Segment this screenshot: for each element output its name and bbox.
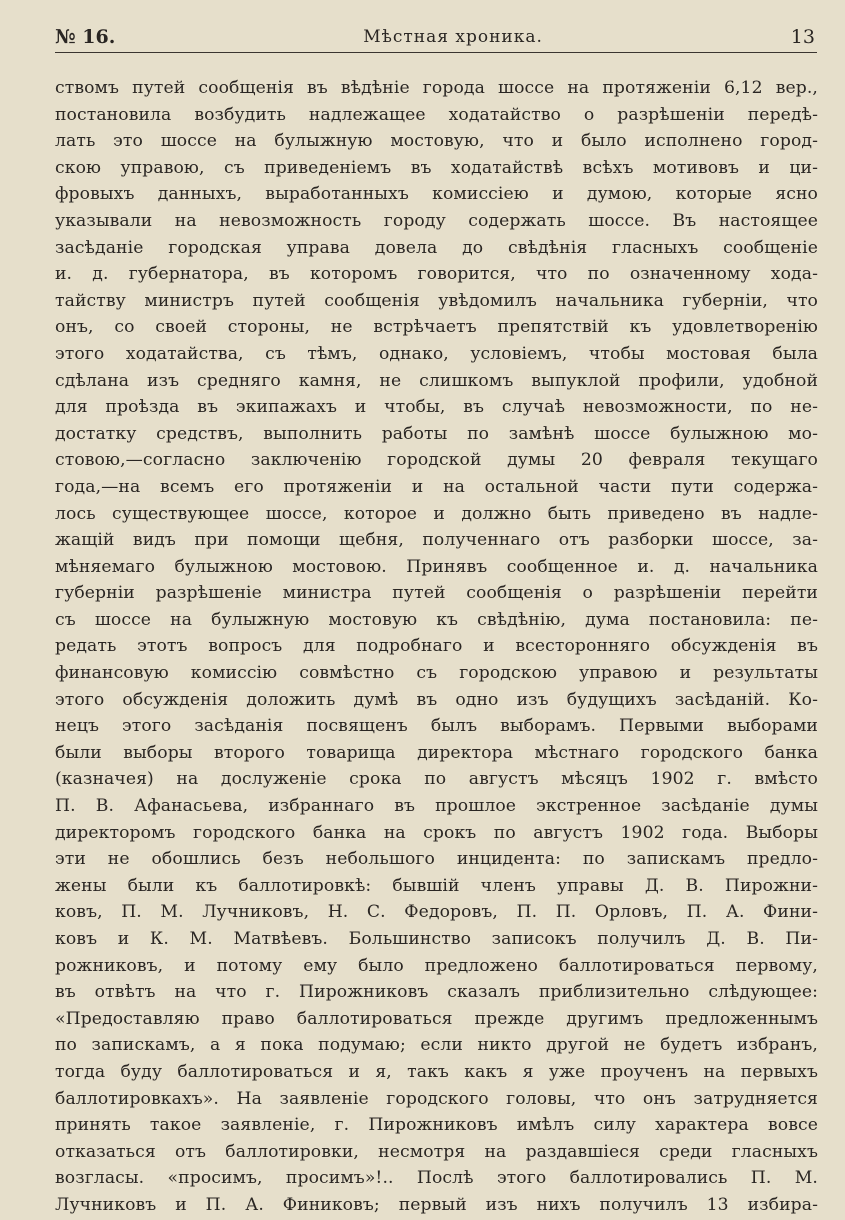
text-line: онъ, со своей стороны, не встрѣчаетъ препятствій къ удовлетворенію xyxy=(55,317,818,338)
text-line: эти не обошлись безъ небольшого инцидента: по запискамъ предло- xyxy=(55,849,818,870)
text-line: лось существующее шоссе, которое и должно быть приведено въ надле- xyxy=(55,503,818,524)
text-line: губерніи разрѣшеніе министра путей сообщенія о разрѣшеніи перейти xyxy=(55,583,818,604)
text-line: возгласы. «просимъ, просимъ»!.. Послѣ этого баллотировались П. М. xyxy=(55,1168,818,1189)
text-line: принять такое заявленіе, г. Пирожниковъ имѣлъ силу характера вовсе xyxy=(55,1115,818,1136)
article-body xyxy=(55,75,818,1219)
text-line: постановила возбудить надлежащее ходатайство о разрѣшеніи передѣ- xyxy=(55,104,818,125)
text-line: П. В. Афанасьева, избраннаго въ прошлое экстренное засѣданіе думы xyxy=(55,796,818,817)
text-line: директоромъ городского банка на срокъ по августъ 1902 года. Выборы xyxy=(55,822,818,843)
issue-number: № 16. xyxy=(55,26,116,48)
text-line: Лучниковъ и П. А. Финиковъ; первый изъ нихъ получилъ 13 избира- xyxy=(55,1194,818,1215)
text-line: нецъ этого засѣданія посвященъ былъ выборамъ. Первыми выборами xyxy=(55,716,818,737)
text-line: по запискамъ, а я пока подумаю; если никто другой не будетъ избранъ, xyxy=(55,1035,818,1056)
page-header xyxy=(55,22,815,52)
text-line: рожниковъ, и потому ему было предложено баллотироваться первому, xyxy=(55,955,818,976)
text-line: стовою,—согласно заключенію городской думы 20 февраля текущаго xyxy=(55,450,818,471)
text-line: фровыхъ данныхъ, выработанныхъ комиссіею и думою, которые ясно xyxy=(55,184,818,205)
text-line: съ шоссе на булыжную мостовую къ свѣдѣнію, дума постановила: пе- xyxy=(55,609,818,630)
text-line: финансовую комиссію совмѣстно съ городскою управою и результаты xyxy=(55,663,818,684)
text-line: жены были къ баллотировкѣ: бывшій членъ управы Д. В. Пирожни- xyxy=(55,875,818,896)
text-line: достатку средствъ, выполнить работы по замѣнѣ шоссе булыжною мо- xyxy=(55,423,818,444)
text-line: засѣданіе городская управа довела до свѣдѣнія гласныхъ сообщеніе xyxy=(55,237,818,258)
text-line: тогда буду баллотироваться и я, такъ какъ я уже проученъ на первыхъ xyxy=(55,1061,818,1082)
text-line: ковъ, П. М. Лучниковъ, Н. С. Федоровъ, П. П. Орловъ, П. А. Фини- xyxy=(55,902,818,923)
header-rule xyxy=(55,52,817,53)
text-line: баллотировкахъ». На заявленіе городского головы, что онъ затрудняется xyxy=(55,1088,818,1109)
text-line: для проѣзда въ экипажахъ и чтобы, въ случаѣ невозможности, по не- xyxy=(55,397,818,418)
text-line: этого ходатайства, съ тѣмъ, однако, условіемъ, чтобы мостовая была xyxy=(55,343,818,364)
text-line: редать этотъ вопросъ для подробнаго и всесторонняго обсужденія въ xyxy=(55,636,818,657)
text-line: отказаться отъ баллотировки, несмотря на раздавшіеся среди гласныхъ xyxy=(55,1141,818,1162)
text-line: сдѣлана изъ средняго камня, не слишкомъ выпуклой профили, удобной xyxy=(55,370,818,391)
text-line: этого обсужденія доложить думѣ въ одно изъ будущихъ засѣданій. Ко- xyxy=(55,689,818,710)
text-line: тайству министръ путей сообщенія увѣдомилъ начальника губерніи, что xyxy=(55,290,818,311)
text-line: и. д. губернатора, въ которомъ говорится, что по означенному хода- xyxy=(55,264,818,285)
text-line: (казначея) на дослуженіе срока по августъ мѣсяцъ 1902 г. вмѣсто xyxy=(55,769,818,790)
text-line: въ отвѣтъ на что г. Пирожниковъ сказалъ приблизительно слѣдующее: xyxy=(55,982,818,1003)
text-line: указывали на невозможность городу содержать шоссе. Въ настоящее xyxy=(55,210,818,231)
text-line: были выборы второго товарища директора мѣстнаго городского банка xyxy=(55,742,818,763)
text-line: жащій видъ при помощи щебня, полученнаго отъ разборки шоссе, за- xyxy=(55,530,818,551)
text-line: года,—на всемъ его протяженіи и на остальной части пути содержа- xyxy=(55,476,818,497)
text-line: ковъ и К. М. Матвѣевъ. Большинство записокъ получилъ Д. В. Пи- xyxy=(55,929,818,949)
section-title: Мѣстная хроника. xyxy=(363,27,543,47)
text-line: «Предоставляю право баллотироваться прежде другимъ предложеннымъ xyxy=(55,1008,818,1029)
text-line: скою управою, съ приведеніемъ въ ходатайствѣ всѣхъ мотивовъ и ци- xyxy=(55,157,818,178)
text-line: ствомъ путей сообщенія въ вѣдѣніе города шоссе на протяженіи 6,12 вер., xyxy=(55,78,818,98)
text-line: лать это шоссе на булыжную мостовую, что и было исполнено город- xyxy=(55,131,818,152)
text-line: мѣняемаго булыжною мостовою. Принявъ сообщенное и. д. начальника xyxy=(55,556,818,577)
page-number: 13 xyxy=(790,26,815,48)
